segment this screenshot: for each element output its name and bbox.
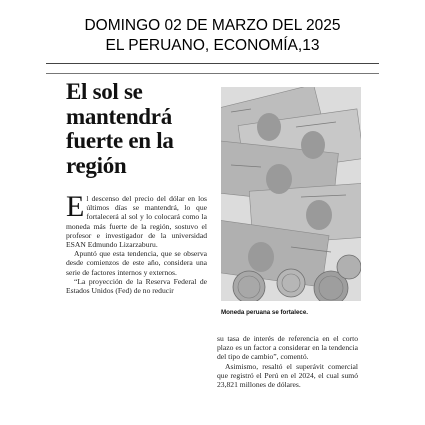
paragraph: “La proyección de la Reserva Federal de Estados Unidos (Fed) de no reducir xyxy=(66,276,207,296)
paragraph xyxy=(66,190,207,250)
headline-line: fuerte en la xyxy=(66,128,174,153)
bottom-rule xyxy=(46,73,379,74)
page-header xyxy=(0,16,425,56)
paragraph: Asimismo, resaltó el superávit comercial que registró el Perú en el 2024, el cual sumó 23,821 millones de dólares. xyxy=(217,361,358,390)
header-date-line: DOMINGO 02 DE MARZO DEL 2025 xyxy=(84,17,341,34)
photo-caption: Moneda peruana se fortalece. xyxy=(221,309,308,316)
article-photo xyxy=(221,87,361,301)
headline-line: región xyxy=(66,152,127,178)
paragraph-text: l descenso del precio del dólar en los últimos días se mantendrá, lo que fortalecerá al sol y lo colocará como la moneda más fuerte de la región, sostuvo el profesor e investigador de la universidad ESAN Edmundo Lizarzaburu. xyxy=(66,194,207,250)
article-headline xyxy=(66,80,226,178)
headline-line: El sol se xyxy=(66,79,143,104)
paragraph: Apuntó que esta tendencia, que se observa desde comienzos de este año, considera una serie de factores internos y externos. xyxy=(66,249,207,277)
money-photo-illustration xyxy=(221,87,361,301)
article-column-2 xyxy=(217,334,358,389)
article-column-1 xyxy=(66,190,207,296)
top-rule xyxy=(46,63,379,64)
header-section-line: EL PERUANO, ECONOMÍA,13 xyxy=(105,37,320,54)
drop-cap: E xyxy=(66,190,85,223)
paragraph: su tasa de interés de referencia en el corto plazo es un factor a considerar en la tendencia del tipo de cambio”, comentó. xyxy=(217,334,358,362)
headline-line: mantendrá xyxy=(66,103,172,129)
